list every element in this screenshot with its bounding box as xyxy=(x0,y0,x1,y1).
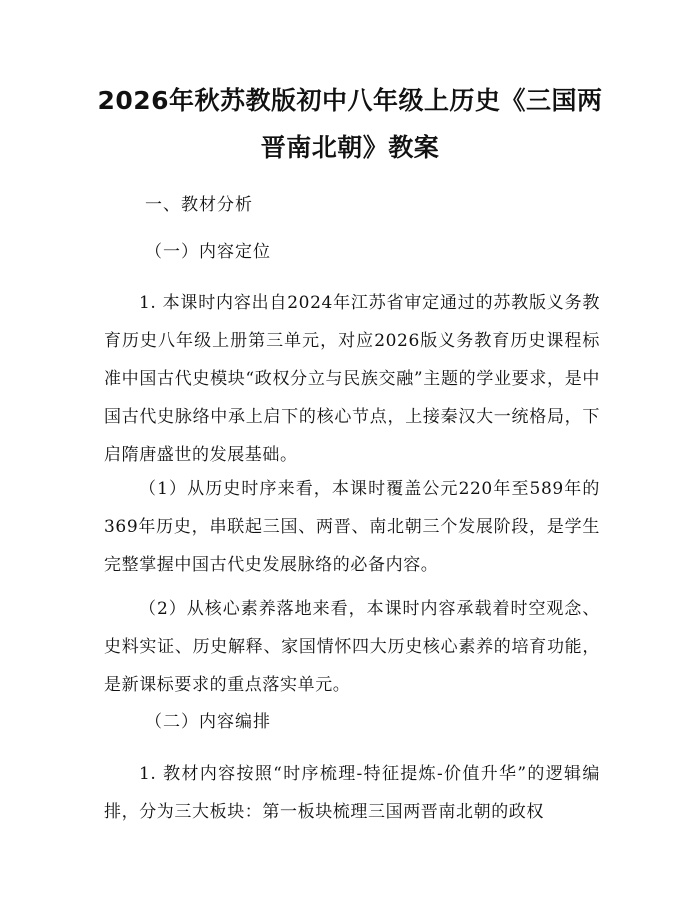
paragraph-content-source: 1. 本课时内容出自2024年江苏省审定通过的苏教版义务教育历史八年级上册第三单元，对应2026版义务教育历史课程标准中国古代史模块“政权分立与民族交融”主题的学业要求，是中国古代史脉络中承上启下的核心节点，上接秦汉大一统格局，下启隋唐盛世的发展基础。 xyxy=(104,293,600,465)
paragraph-content-arrangement: 1. 教材内容按照“时序梳理-特征提炼-价值升华”的逻辑编排，分为三大板块：第一板块梳理三国两晋南北朝的政权 xyxy=(104,764,600,822)
paragraph-historical-timeline: （1）从历史时序来看，本课时覆盖公元220年至589年的369年历史，串联起三国、两晋、南北朝三个发展阶段，是学生完整掌握中国古代史发展脉络的必备内容。 xyxy=(104,479,600,575)
document-title-line-2: 晋南北朝》教案 xyxy=(260,133,440,162)
subsection-heading-content-positioning: （一）内容定位 xyxy=(145,242,271,262)
document-title-line-1: 2026年秋苏教版初中八年级上历史《三国两 xyxy=(97,86,603,115)
paragraph-core-literacy: （2）从核心素养落地来看，本课时内容承载着时空观念、史料实证、历史解释、家国情怀四大历史核心素养的培育功能，是新课标要求的重点落实单元。 xyxy=(104,599,600,695)
subsection-heading-content-arrangement: （二）内容编排 xyxy=(145,712,271,732)
section-heading-textbook-analysis: 一、教材分析 xyxy=(145,195,253,215)
